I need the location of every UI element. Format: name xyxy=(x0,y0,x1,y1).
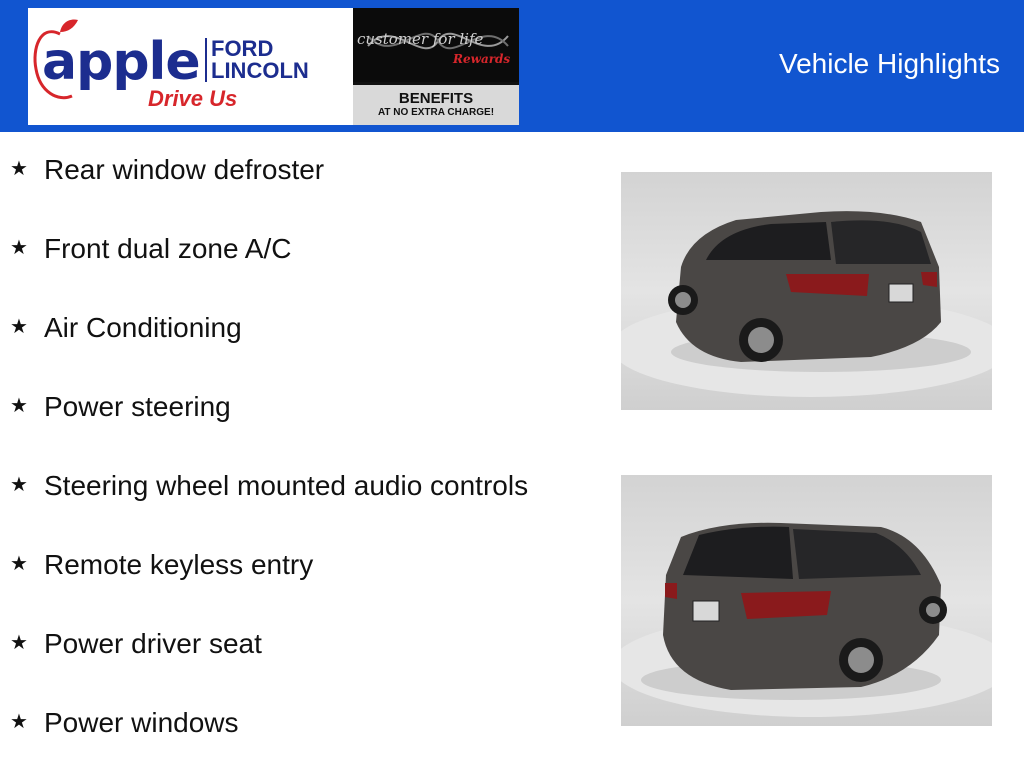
page-title: Vehicle Highlights xyxy=(778,48,1000,79)
no-charge-label: AT NO EXTRA CHARGE! xyxy=(377,107,495,118)
minivan-rear-left-image xyxy=(621,475,992,726)
feature-label: Remote keyless entry xyxy=(44,549,314,580)
feature-label: Air Conditioning xyxy=(44,312,242,343)
rewards-badge-bottom xyxy=(353,85,519,125)
feature-label: Front dual zone A/C xyxy=(44,233,292,264)
vehicle-photo-1[interactable] xyxy=(621,172,992,410)
logo-tagline: Drive Us xyxy=(148,86,238,111)
star-icon: ★ xyxy=(10,235,28,259)
vehicle-photo-2[interactable] xyxy=(621,475,992,726)
star-icon: ★ xyxy=(10,314,28,338)
star-icon: ★ xyxy=(10,393,28,417)
minivan-rear-right-image xyxy=(621,172,992,410)
rewards-badge[interactable] xyxy=(353,8,519,125)
dealer-logo[interactable] xyxy=(28,8,353,125)
rewards-badge-top xyxy=(353,8,519,82)
benefits-label: BENEFITS xyxy=(398,90,474,107)
feature-label: Power steering xyxy=(44,391,231,422)
star-icon: ★ xyxy=(10,156,28,180)
star-icon: ★ xyxy=(10,630,28,654)
star-icon: ★ xyxy=(10,709,28,733)
logo-divider xyxy=(205,38,207,82)
rewards-script-text: customer for life xyxy=(357,30,484,48)
logo-brand-ford: FORD xyxy=(211,36,274,61)
logo-word: apple xyxy=(42,32,200,92)
feature-label: Power windows xyxy=(44,707,239,738)
feature-label: Steering wheel mounted audio controls xyxy=(44,470,529,501)
logo-brand-lincoln: LINCOLN xyxy=(211,58,309,83)
feature-label: Rear window defroster xyxy=(44,154,325,185)
header-bar xyxy=(0,0,1024,132)
feature-label: Power driver seat xyxy=(44,628,262,659)
star-icon: ★ xyxy=(10,551,28,575)
rewards-script-sub: Rewards xyxy=(453,52,511,66)
star-icon: ★ xyxy=(10,472,28,496)
